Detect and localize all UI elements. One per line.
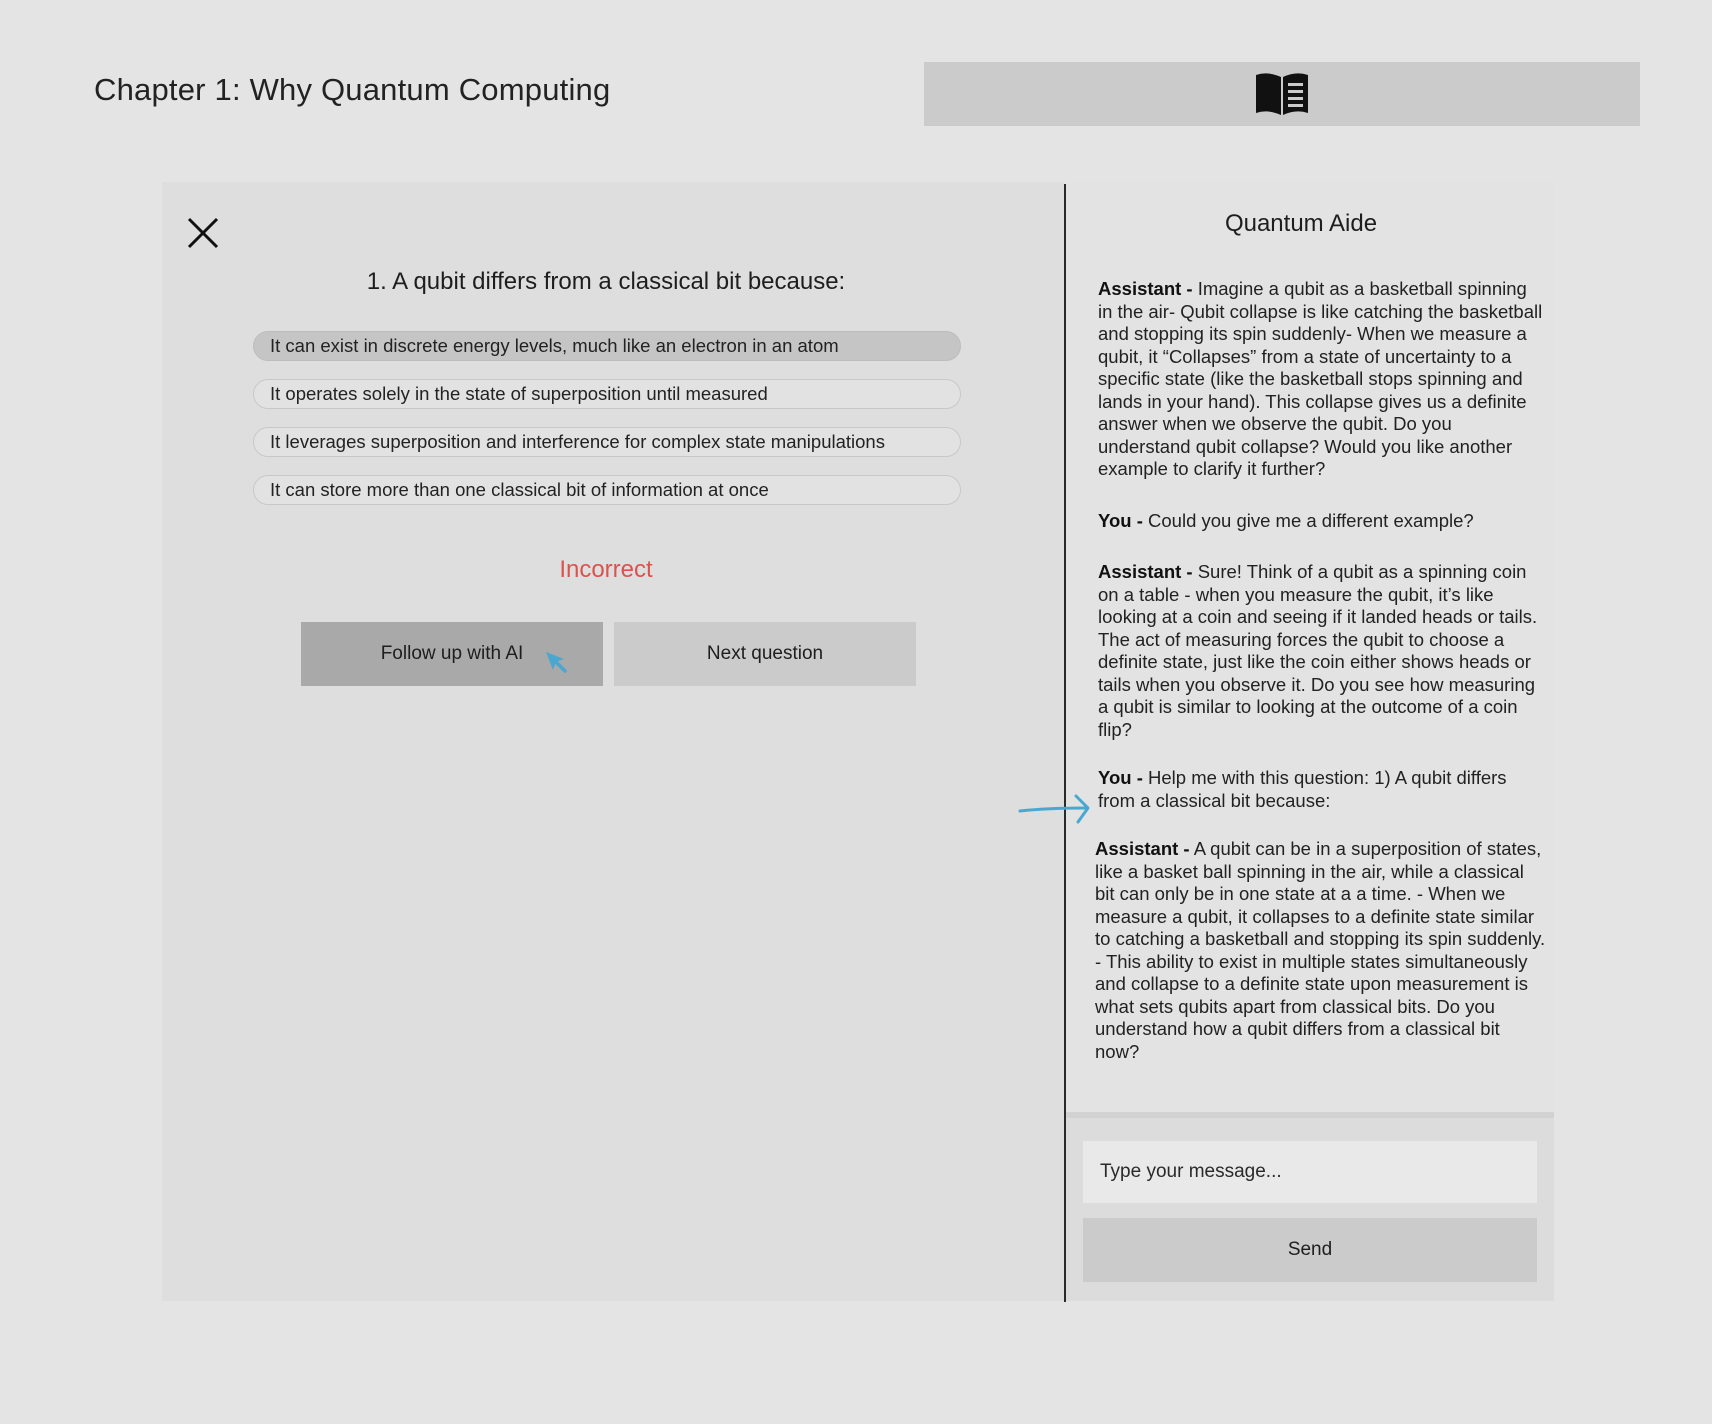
answer-option[interactable]: It leverages superposition and interference for complex state manipulations [253,427,961,457]
book-icon [1253,71,1311,117]
chat-title: Quantum Aide [1224,210,1378,237]
answer-option[interactable]: It can store more than one classical bit of information at once [253,475,961,505]
message-speaker: You - [1098,509,1143,531]
message-text: A qubit can be in a superposition of states, like a basket ball spinning in the air, while a classical bit can only be in one state at a a time. - When we measure a qubit, it collapses to a definite state similar to catching a basketball and stopping its spin suddenly. - This ability to exist in multiple states simultaneously and collapse to a definite state upon measurement is what sets qubits apart from classical bits. Do you understand how a qubit differs from a classical bit now? [1095,838,1546,1062]
chat-composer [1066,1112,1554,1301]
message-speaker: Assistant - [1095,838,1190,859]
chat-message [1098,278,1546,481]
next-question-label: Next question [706,643,824,664]
answer-option-selected[interactable]: It can exist in discrete energy levels, much like an electron in an atom [253,331,961,361]
reader-mode-button[interactable] [924,62,1640,126]
chat-message [1098,561,1546,741]
answer-options [253,331,961,523]
chapter-title: Chapter 1: Why Quantum Computing [94,72,611,107]
result-status: Incorrect [559,556,653,583]
next-question-button[interactable] [614,622,916,686]
chat-message [1098,510,1546,533]
chat-message-highlighted [1098,767,1546,812]
message-input[interactable] [1083,1141,1537,1203]
chat-message [1095,838,1546,1063]
arrow-annotation-icon [1018,792,1092,826]
message-speaker: Assistant - [1098,561,1193,582]
quiz-panel [162,182,1064,1301]
follow-up-label: Follow up with AI [380,643,524,664]
close-icon[interactable] [186,216,220,250]
message-text: Sure! Think of a qubit as a spinning coin on a table - when you measure the qubit, it’s like looking at a coin and seeing if it landed heads or tails. The act of measuring forces the qubit to choose a definite state, just like the coin either shows heads or tails when you observe it. Do you see how measuring a qubit is similar to looking at the outcome of a coin flip? [1098,561,1538,740]
message-speaker: Assistant - [1098,278,1193,299]
message-text: Imagine a qubit as a basketball spinning in the air- Qubit collapse is like catching the basketball and stopping its spin suddenly- When we measure a qubit, it “Collapses” from a state of uncertainty to a specific state (like the basketball stops spinning and lands in your hand). This collapse gives us a definite answer when we observe the qubit. Do you understand qubit collapse? Would you like another example to clarify it further? [1098,278,1543,479]
quiz-actions [301,622,916,686]
answer-option[interactable]: It operates solely in the state of superposition until measured [253,379,961,409]
cursor-icon [544,650,568,674]
question-text: 1. A qubit differs from a classical bit because: [366,268,846,295]
follow-up-ai-button[interactable] [301,622,603,686]
send-button[interactable] [1083,1218,1537,1282]
message-text: Could you give me a different example? [1142,509,1474,531]
message-text: Help me with this question: 1) A qubit differs from a classical bit because: [1098,767,1507,811]
chat-messages [1095,278,1546,1092]
message-speaker: You - [1098,767,1143,788]
send-label: Send [1287,1239,1333,1260]
